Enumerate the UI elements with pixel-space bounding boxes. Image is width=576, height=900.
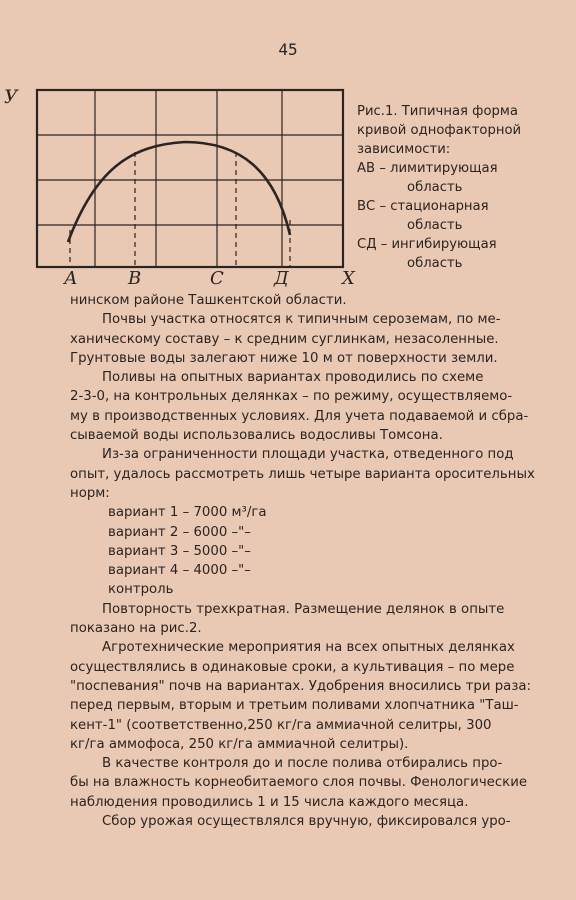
caption-line: Рис.1. Типичная форма [357, 104, 518, 119]
figure-caption [357, 102, 572, 273]
text-line: показано на рис.2. [70, 621, 202, 637]
variant-item: вариант 2 – 6000 –"– [108, 524, 251, 540]
point-label-b: В [128, 268, 142, 289]
term-cont: область [407, 256, 463, 271]
text-line: Агротехнические мероприятия на всех опытных делянках [102, 640, 515, 656]
term-cont: область [407, 180, 463, 195]
x-axis-label: Х [342, 268, 355, 289]
variant-list [70, 503, 550, 599]
text-line: ханическому составу – к средним суглинкам, незасоленные. [70, 331, 499, 347]
text-line: Повторность трехкратная. Размещение делянок в опыте [102, 601, 505, 617]
caption-term-bc [357, 197, 572, 235]
caption-line: кривой однофакторной [357, 123, 522, 138]
point-label-a: А [64, 268, 78, 289]
text-line: Сбор урожая осуществлялся вручную, фиксировался уро- [102, 814, 511, 830]
text-block-2 [70, 600, 550, 832]
variant-item: контроль [108, 582, 174, 598]
text-line: кент-1" (соответственно,250 кг/га аммиачной селитры, 300 [70, 717, 492, 733]
text-line: Почвы участка относятся к типичным сероземам, по ме- [102, 312, 501, 328]
text-line: норм: [70, 485, 110, 501]
text-line: перед первым, вторым и третьим поливами хлопчатника "Таш- [70, 698, 519, 714]
variant-item: вариант 3 – 5000 –"– [108, 543, 251, 559]
y-axis-label: У [4, 86, 18, 108]
text-line: наблюдения проводились 1 и 15 числа каждого месяца. [70, 794, 469, 810]
term-label: СД – ингибирующая [357, 237, 497, 252]
caption-line: зависимости: [357, 142, 451, 157]
text-line: сываемой воды использовались водосливы Томсона. [70, 428, 443, 444]
body-text [70, 291, 550, 831]
text-line: нинском районе Ташкентской области. [70, 293, 347, 308]
caption-term-cd [357, 235, 572, 273]
page-number: 45 [278, 40, 298, 59]
term-label: ВС – стационарная [357, 199, 489, 214]
point-label-c: С [210, 268, 224, 289]
text-line: кг/га аммофоса, 250 кг/га аммиачной селитры). [70, 736, 409, 752]
text-line: осуществлялись в одинаковые сроки, а культивация – по мере [70, 659, 515, 675]
caption-term-ab [357, 159, 572, 197]
term-label: АВ – лимитирующая [357, 161, 498, 176]
text-line: Грунтовые воды залегают ниже 10 м от поверхности земли. [70, 350, 498, 366]
text-line: бы на влажность корнеобитаемого слоя почвы. Фенологические [70, 775, 528, 791]
term-cont: область [407, 218, 463, 233]
response-curve [68, 142, 290, 242]
variant-item: вариант 4 – 4000 –"– [108, 563, 251, 579]
text-block-1 [70, 291, 550, 503]
text-line: В качестве контроля до и после полива отбирались про- [102, 756, 503, 772]
diagram-frame [37, 90, 343, 267]
text-line: "поспевания" почв на вариантах. Удобрения вносились три раза: [70, 678, 532, 694]
text-line: Из-за ограниченности площади участка, отведенного под [102, 447, 514, 463]
text-line: Поливы на опытных вариантах проводились по схеме [102, 370, 484, 386]
point-label-d: Д [274, 268, 289, 289]
text-line: опыт, удалось рассмотреть лишь четыре варианта оросительных [70, 466, 535, 482]
variant-item: вариант 1 – 7000 м³/га [108, 505, 267, 521]
text-line: 2-3-0, на контрольных делянках – по режиму, осуществляемо- [70, 389, 513, 405]
text-line: му в производственных условиях. Для учета подаваемой и сбра- [70, 408, 529, 424]
